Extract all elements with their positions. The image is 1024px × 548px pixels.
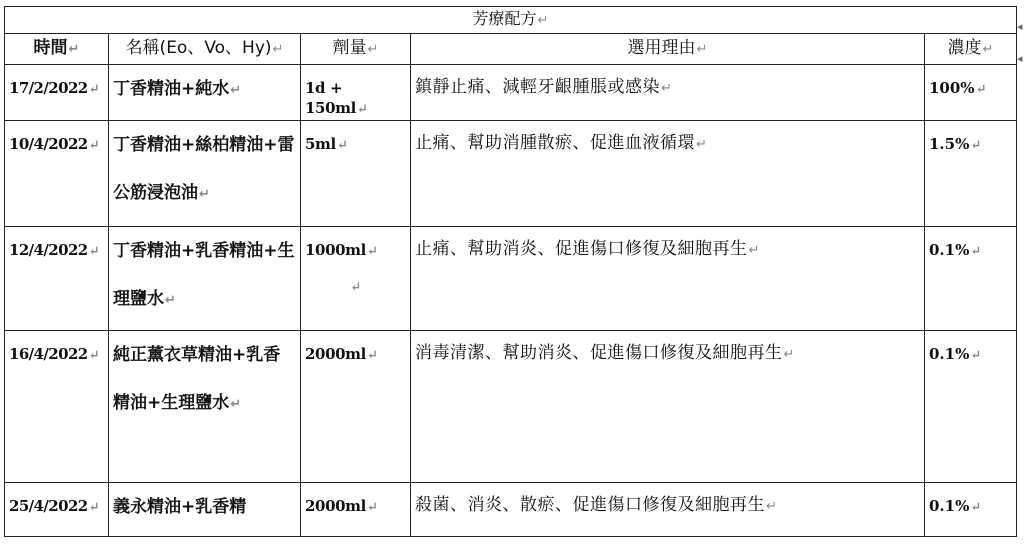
aromatherapy-table: [4, 6, 1017, 537]
cell-conc: 0.1%↵: [925, 331, 1017, 483]
cell-conc: 0.1%↵: [925, 227, 1017, 331]
cell-name: 丁香精油+絲柏精油+雷公筋浸泡油↵: [109, 121, 301, 227]
header-name: 名稱(Eo、Vo、Hy)↵: [109, 34, 301, 65]
table-row: [5, 483, 1017, 537]
cell-reason: 殺菌、消炎、散瘀、促進傷口修復及細胞再生↵: [411, 483, 925, 537]
row-end-marker: ◂: [1017, 20, 1023, 33]
table-row: [5, 65, 1017, 121]
table-title: 芳療配方: [472, 9, 537, 28]
table-row: [5, 227, 1017, 331]
cell-time: 17/2/2022↵: [5, 65, 109, 121]
table-title-row: [5, 7, 1017, 34]
cell-name: 丁香精油+純水↵: [109, 65, 301, 121]
cell-reason: 消毒清潔、幫助消炎、促進傷口修復及細胞再生↵: [411, 331, 925, 483]
cell-dose: 5ml↵: [301, 121, 411, 227]
cell-time: 16/4/2022↵: [5, 331, 109, 483]
paragraph-mark: ↵: [537, 13, 549, 28]
cell-dose: 1d + 150ml↵: [301, 65, 411, 121]
table-title-cell: [5, 7, 1017, 34]
cell-conc: 100%↵: [925, 65, 1017, 121]
cell-name: 義永精油+乳香精: [109, 483, 301, 537]
cell-dose: 2000ml↵: [301, 331, 411, 483]
header-conc: 濃度↵: [925, 34, 1017, 65]
cell-dose: 1000ml↵ ↵: [301, 227, 411, 331]
row-end-marker: ◂: [1017, 52, 1023, 65]
cell-reason: 止痛、幫助消腫散瘀、促進血液循環↵: [411, 121, 925, 227]
cell-name: 丁香精油+乳香精油+生理鹽水↵: [109, 227, 301, 331]
cell-conc: 1.5%↵: [925, 121, 1017, 227]
header-row: [5, 34, 1017, 65]
cell-time: 10/4/2022↵: [5, 121, 109, 227]
header-dose: 劑量↵: [301, 34, 411, 65]
empty-paragraph-mark: ↵: [350, 280, 361, 295]
cell-name: 純正薰衣草精油+乳香精油+生理鹽水↵: [109, 331, 301, 483]
header-reason: 選用理由↵: [411, 34, 925, 65]
cell-reason: 鎮靜止痛、減輕牙齦腫脹或感染↵: [411, 65, 925, 121]
cell-time: 12/4/2022↵: [5, 227, 109, 331]
table-row: [5, 331, 1017, 483]
header-time: 時間↵: [5, 34, 109, 65]
cell-dose: 2000ml↵: [301, 483, 411, 537]
table-row: [5, 121, 1017, 227]
cell-time: 25/4/2022↵: [5, 483, 109, 537]
cell-conc: 0.1%↵: [925, 483, 1017, 537]
cell-reason: 止痛、幫助消炎、促進傷口修復及細胞再生↵: [411, 227, 925, 331]
